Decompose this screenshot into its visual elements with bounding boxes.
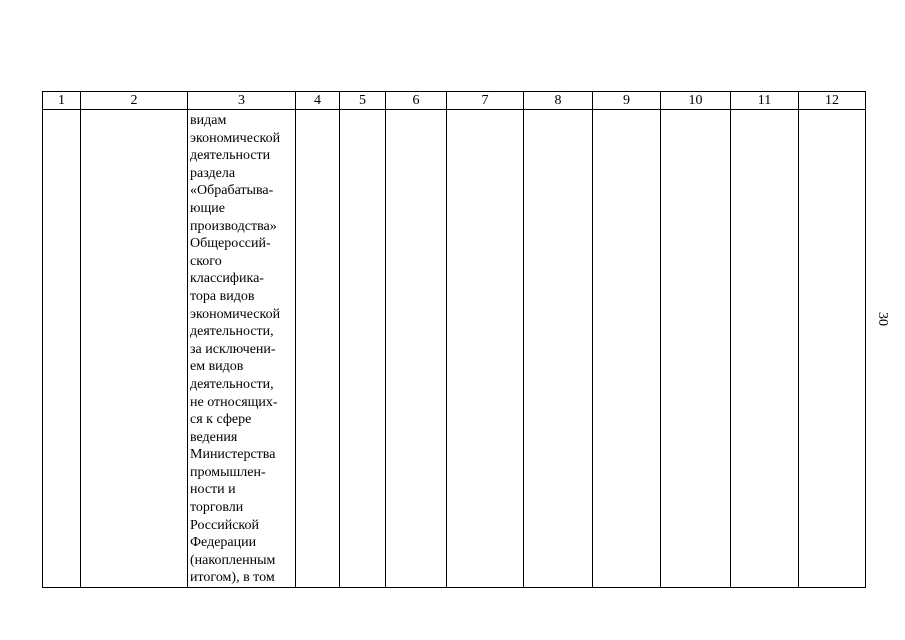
column-number-8: 8 (524, 92, 593, 110)
cell-col-2 (81, 110, 188, 588)
cell-col-1 (43, 110, 81, 588)
column-number-1: 1 (43, 92, 81, 110)
cell-col-3-description: видам экономической деятельности раздела «Обрабатыва- ющие производства» Общероссий- ского классифика- тора видов экономической деятельности, за исключени- ем видов деятельности, не относящих- ся к сфере ведения Министерства промышлен- ности и торговли Российской Федерации (накопленным итогом), в том (188, 110, 296, 588)
cell-col-8 (524, 110, 593, 588)
cell-col-4 (296, 110, 340, 588)
column-number-11: 11 (731, 92, 799, 110)
cell-col-12 (799, 110, 866, 588)
cell-col-5 (340, 110, 386, 588)
table-row (43, 110, 866, 588)
cell-col-7 (447, 110, 524, 588)
column-number-4: 4 (296, 92, 340, 110)
cell-col-9 (593, 110, 661, 588)
column-number-10: 10 (661, 92, 731, 110)
column-number-3: 3 (188, 92, 296, 110)
column-number-2: 2 (81, 92, 188, 110)
column-number-9: 9 (593, 92, 661, 110)
column-number-row (43, 92, 866, 110)
column-number-5: 5 (340, 92, 386, 110)
column-number-7: 7 (447, 92, 524, 110)
column-number-12: 12 (799, 92, 866, 110)
cell-col-11 (731, 110, 799, 588)
cell-col-10 (661, 110, 731, 588)
data-table (42, 91, 866, 588)
cell-col-6 (386, 110, 447, 588)
page-number: 30 (875, 312, 890, 326)
column-number-6: 6 (386, 92, 447, 110)
